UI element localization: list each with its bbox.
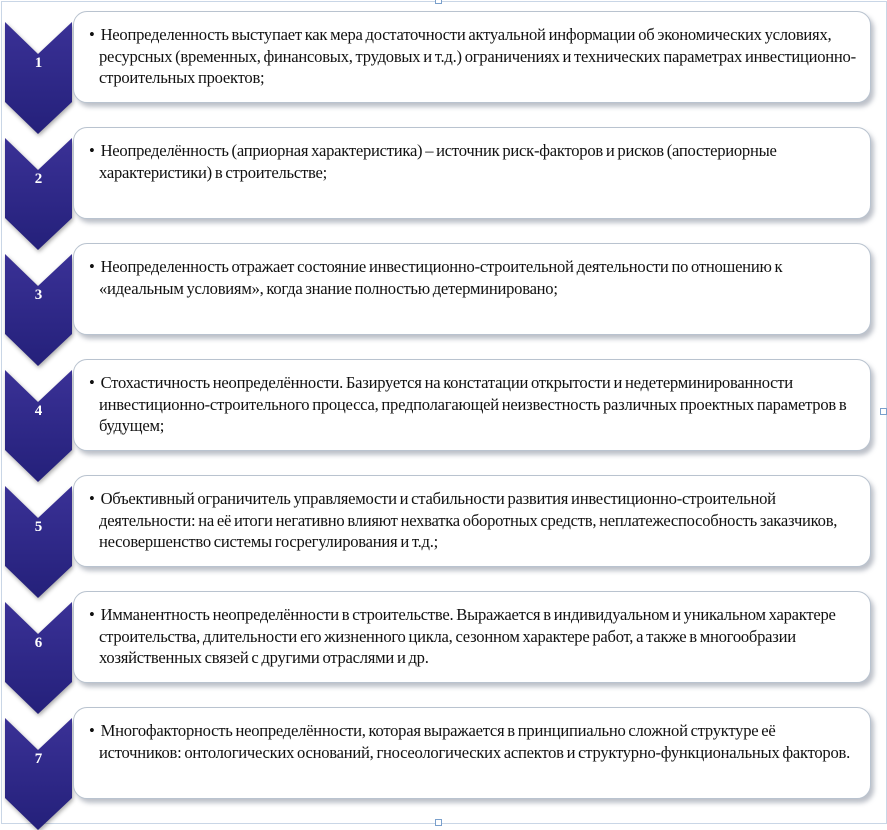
step-description: Многофакторность неопределённости, которая выражается в принципиально сложной структуре её источников: онтологических оснований, гносеологических аспектов и структурно-функциональных факторов. [99, 721, 851, 762]
step-number: 2 [34, 171, 43, 187]
bullet: • [89, 141, 95, 160]
step-number: 6 [34, 635, 43, 651]
step-number: 5 [34, 519, 43, 535]
step-number: 1 [34, 55, 43, 71]
process-step-4 [0, 348, 887, 463]
step-text-box [73, 591, 871, 683]
process-step-7 [0, 696, 887, 811]
step-text [89, 604, 856, 669]
bullet: • [89, 605, 95, 624]
bullet: • [89, 257, 95, 276]
step-text [89, 372, 856, 437]
step-text [89, 24, 856, 89]
process-step-3 [0, 232, 887, 347]
step-text-box [73, 359, 871, 451]
step-number: 7 [34, 751, 43, 767]
step-number: 3 [34, 287, 43, 303]
bullet: • [89, 489, 95, 508]
step-text [89, 140, 856, 183]
bullet: • [89, 25, 95, 44]
step-text-box [73, 127, 871, 219]
step-description: Имманентность неопределённости в строительстве. Выражается в индивидуальном и уникальном характере строительства, длительности его жизненного цикла, сезонном характере работ, а также в многообразии хозяйственных связей с другими отраслями и др. [99, 605, 836, 667]
step-description: Объективный ограничитель управляемости и стабильности развития инвестиционно-строительной деятельности: на её итоги негативно влияют нехватка оборотных средств, неплатежеспособность заказчиков, несовершенство системы госрегулирования и т.д.; [99, 489, 838, 551]
bullet: • [89, 721, 95, 740]
step-description: Стохастичность неопределённости. Базируется на констатации открытости и недетерминированности инвестиционно-строительного процесса, предполагающей неизвестность различных проектных параметров в будущем; [99, 373, 847, 435]
step-description: Неопределённость (априорная характеристика) – источник риск-факторов и рисков (апостериорные характеристики) в строительстве; [99, 141, 777, 182]
step-text [89, 720, 856, 763]
process-step-1 [0, 0, 887, 115]
step-text-box [73, 707, 871, 799]
chevron-7 [5, 718, 72, 830]
step-text-box [73, 11, 871, 103]
process-step-6 [0, 580, 887, 695]
step-description: Неопределенность отражает состояние инвестиционно-строительной деятельности по отношению к «идеальным условиям», когда знание полностью детерминировано; [99, 257, 783, 298]
process-step-5 [0, 464, 887, 579]
step-text [89, 256, 856, 299]
chevron-shape [5, 718, 72, 830]
step-description: Неопределенность выступает как мера достаточности актуальной информации об экономических условиях, ресурсных (временных, финансовых, трудовых и т.д.) ограничениях и технических параметрах инвестиционно-строительных проектов; [99, 25, 856, 87]
bullet: • [89, 373, 95, 392]
step-number: 4 [34, 403, 43, 419]
step-text-box [73, 243, 871, 335]
step-text-box [73, 475, 871, 567]
process-step-2 [0, 116, 887, 231]
step-text [89, 488, 856, 553]
